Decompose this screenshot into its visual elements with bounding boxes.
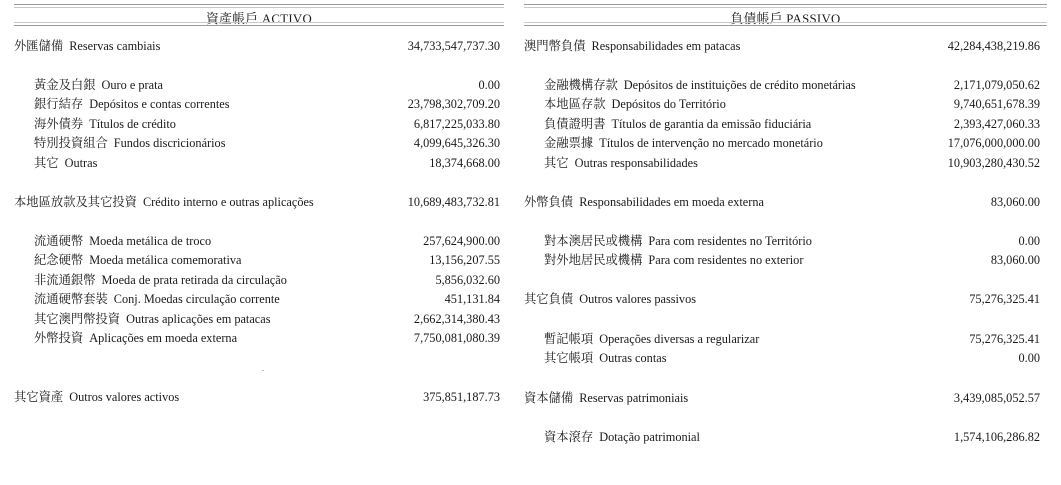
row-value: 257,624,900.00 — [423, 234, 500, 248]
passivo-row-outros-passivos — [524, 290, 1047, 308]
row-value: 23,798,302,709.20 — [407, 97, 500, 111]
row-label-pt: Responsabilidades em patacas — [591, 39, 741, 53]
row-value: 9,740,651,678.39 — [953, 97, 1040, 111]
passivo-row-titulos-garantia — [524, 115, 1047, 133]
row-label-pt: Títulos de crédito — [89, 116, 176, 131]
activo-row-conj-moedas — [14, 290, 504, 308]
row-label-pt: Para com residentes no Território — [648, 234, 812, 248]
row-label-cn: 資本儲備 — [524, 390, 574, 405]
activo-row-moeda-prata — [14, 271, 504, 289]
row-label-pt: Moeda de prata retirada da circulação — [101, 272, 287, 287]
row-label — [544, 76, 856, 94]
row-value: 4,099,645,326.30 — [413, 136, 500, 150]
row-label-pt: Dotação patrimonial — [599, 430, 700, 444]
row-label-cn: 對外地居民或機構 — [544, 253, 643, 267]
row-label — [544, 349, 666, 367]
activo-row-ouro-prata — [14, 76, 504, 94]
row-label — [524, 37, 740, 55]
row-label-cn: 外匯儲備 — [14, 39, 64, 53]
row-label-cn: 本地區放款及其它投資 — [14, 195, 137, 209]
row-value: 75,276,325.41 — [969, 331, 1040, 346]
passivo-header — [524, 4, 1047, 26]
passivo-row-depositos-instituicoes — [524, 76, 1047, 94]
row-label-pt: Outras — [64, 155, 98, 170]
row-value: 75,276,325.41 — [969, 292, 1040, 306]
activo-header — [14, 4, 504, 26]
row-label-pt: Reservas cambiais — [69, 39, 161, 53]
passivo-row-reservas-patrimoniais — [524, 389, 1047, 407]
row-label — [544, 154, 698, 172]
row-label — [14, 193, 314, 211]
row-label-cn: 其它澳門幣投資 — [34, 311, 121, 326]
row-label-cn: 澳門幣負債 — [524, 39, 586, 53]
row-label-pt: Títulos de intervenção no mercado monetário — [599, 136, 823, 150]
passivo-column — [524, 0, 1047, 485]
row-label-pt: Responsabilidades em moeda externa — [579, 195, 764, 209]
activo-row-reservas-cambiais — [14, 37, 504, 55]
row-label — [544, 95, 726, 113]
row-label — [34, 271, 287, 289]
row-value: 6,817,225,033.80 — [413, 116, 500, 131]
passivo-row-depositos-territorio — [524, 95, 1047, 113]
row-label-pt: Aplicações em moeda externa — [89, 331, 238, 345]
row-label-cn: 金融機構存款 — [544, 78, 618, 92]
row-label — [34, 95, 230, 113]
row-label — [34, 134, 225, 152]
passivo-row-operacoes-diversas — [524, 330, 1047, 348]
row-label-pt: Depósitos e contas correntes — [89, 97, 230, 111]
row-value: 18,374,668.00 — [429, 155, 500, 170]
row-label — [524, 290, 696, 308]
row-label — [34, 290, 280, 308]
row-label-pt: Ouro e prata — [101, 78, 163, 92]
row-label — [524, 193, 764, 211]
row-label — [544, 428, 700, 446]
row-label-pt: Fundos discricionários — [113, 136, 226, 150]
scan-speck — [262, 370, 264, 371]
activo-row-outros-activos — [14, 388, 504, 406]
row-value: 10,689,483,732.81 — [407, 195, 500, 209]
row-label-cn: 資本滾存 — [544, 430, 594, 444]
row-label-pt: Moeda metálica comemorativa — [89, 253, 242, 267]
row-value: 17,076,000,000.00 — [947, 136, 1040, 150]
row-label-cn: 外幣投資 — [34, 331, 84, 345]
row-label-cn: 金融票據 — [544, 136, 594, 150]
row-label-cn: 紀念硬幣 — [34, 253, 84, 267]
row-label-pt: Depósitos de instituições de crédito monetárias — [623, 78, 856, 92]
row-value: 34,733,547,737.30 — [407, 39, 500, 53]
row-label-pt: Conj. Moedas circulação corrente — [113, 292, 280, 306]
row-value: 375,851,187.73 — [423, 390, 500, 404]
row-value: 83,060.00 — [990, 195, 1040, 209]
row-value: 2,171,079,050.62 — [953, 78, 1040, 92]
row-value: 0.00 — [478, 78, 500, 92]
activo-row-fundos — [14, 134, 504, 152]
row-label — [14, 37, 160, 55]
row-label-pt: Crédito interno e outras aplicações — [142, 195, 314, 209]
passivo-header-title: 負債帳戶 PASSIVO — [730, 12, 841, 26]
row-value: 3,439,085,052.57 — [953, 390, 1040, 405]
row-value: 1,574,106,286.82 — [953, 430, 1040, 444]
row-label-pt: Operações diversas a regularizar — [599, 331, 760, 346]
passivo-row-dotacao — [524, 428, 1047, 446]
row-label — [34, 329, 237, 347]
row-label-pt: Outros valores activos — [69, 390, 180, 404]
row-label-pt: Para com residentes no exterior — [648, 253, 804, 267]
row-label — [34, 232, 211, 250]
row-label-cn: 其它負債 — [524, 292, 574, 306]
activo-row-depositos — [14, 95, 504, 113]
row-label-cn: 流通硬幣 — [34, 234, 84, 248]
row-label — [544, 134, 823, 152]
row-label — [544, 232, 812, 250]
row-label — [34, 76, 163, 94]
row-label — [14, 388, 179, 406]
row-label-pt: Moeda metálica de troco — [89, 234, 212, 248]
row-label-cn: 銀行結存 — [34, 97, 84, 111]
row-label-pt: Depósitos do Território — [611, 97, 726, 111]
passivo-row-residentes-territorio — [524, 232, 1047, 250]
row-label-cn: 黃金及白銀 — [34, 78, 96, 92]
row-label-pt: Títulos de garantia da emissão fiduciária — [611, 116, 812, 131]
passivo-row-titulos-intervencao — [524, 134, 1047, 152]
activo-row-outras — [14, 154, 504, 172]
activo-row-titulos-credito — [14, 115, 504, 133]
row-label-cn: 暫記帳項 — [544, 331, 594, 346]
row-label-pt: Reservas patrimoniais — [579, 390, 689, 405]
passivo-row-outras-contas — [524, 349, 1047, 367]
row-label-cn: 負債證明書 — [544, 116, 606, 131]
row-label-cn: 特別投資組合 — [34, 136, 108, 150]
activo-row-credito-interno — [14, 193, 504, 211]
row-label-cn: 非流通銀幣 — [34, 272, 96, 287]
row-label-cn: 其它帳項 — [544, 351, 594, 365]
row-value: 13,156,207.55 — [429, 253, 500, 267]
activo-column — [14, 0, 504, 485]
passivo-row-outras-resp — [524, 154, 1047, 172]
row-label — [544, 115, 811, 133]
row-label-cn: 外幣負債 — [524, 195, 574, 209]
row-label-pt: Outros valores passivos — [579, 292, 697, 306]
row-value: 2,662,314,380.43 — [413, 311, 500, 326]
row-label-pt: Outras contas — [599, 351, 667, 365]
row-value: 0.00 — [1018, 351, 1040, 365]
row-label — [544, 330, 759, 348]
row-label — [34, 115, 176, 133]
row-label-cn: 流通硬幣套裝 — [34, 292, 108, 306]
passivo-row-residentes-exterior — [524, 251, 1047, 269]
row-label — [34, 251, 241, 269]
activo-row-moeda-comemorativa — [14, 251, 504, 269]
row-label-cn: 其它資產 — [14, 390, 64, 404]
row-label — [34, 310, 271, 328]
row-label — [544, 251, 803, 269]
row-label-cn: 其它 — [34, 155, 59, 170]
row-value: 5,856,032.60 — [435, 272, 500, 287]
row-label-pt: Outras aplicações em patacas — [126, 311, 271, 326]
row-value: 10,903,280,430.52 — [947, 155, 1040, 170]
row-value: 42,284,438,219.86 — [947, 39, 1040, 53]
row-label — [524, 389, 688, 407]
row-label-cn: 其它 — [544, 155, 569, 170]
row-label-cn: 海外債券 — [34, 116, 84, 131]
activo-row-moeda-troco — [14, 232, 504, 250]
row-label-pt: Outras responsabilidades — [574, 155, 698, 170]
row-value: 451,131.84 — [444, 292, 500, 306]
row-value: 83,060.00 — [990, 253, 1040, 267]
row-label-cn: 本地區存款 — [544, 97, 606, 111]
activo-row-aplicacoes-externa — [14, 329, 504, 347]
passivo-row-resp-externa — [524, 193, 1047, 211]
row-label — [34, 154, 97, 172]
row-label-cn: 對本澳居民或機構 — [544, 234, 643, 248]
row-value: 7,750,081,080.39 — [413, 331, 500, 345]
passivo-row-resp-patacas — [524, 37, 1047, 55]
activo-row-aplicacoes-patacas — [14, 310, 504, 328]
row-value: 2,393,427,060.33 — [953, 116, 1040, 131]
activo-header-title: 資產帳戶 ACTIVO — [205, 12, 313, 26]
row-value: 0.00 — [1018, 234, 1040, 248]
